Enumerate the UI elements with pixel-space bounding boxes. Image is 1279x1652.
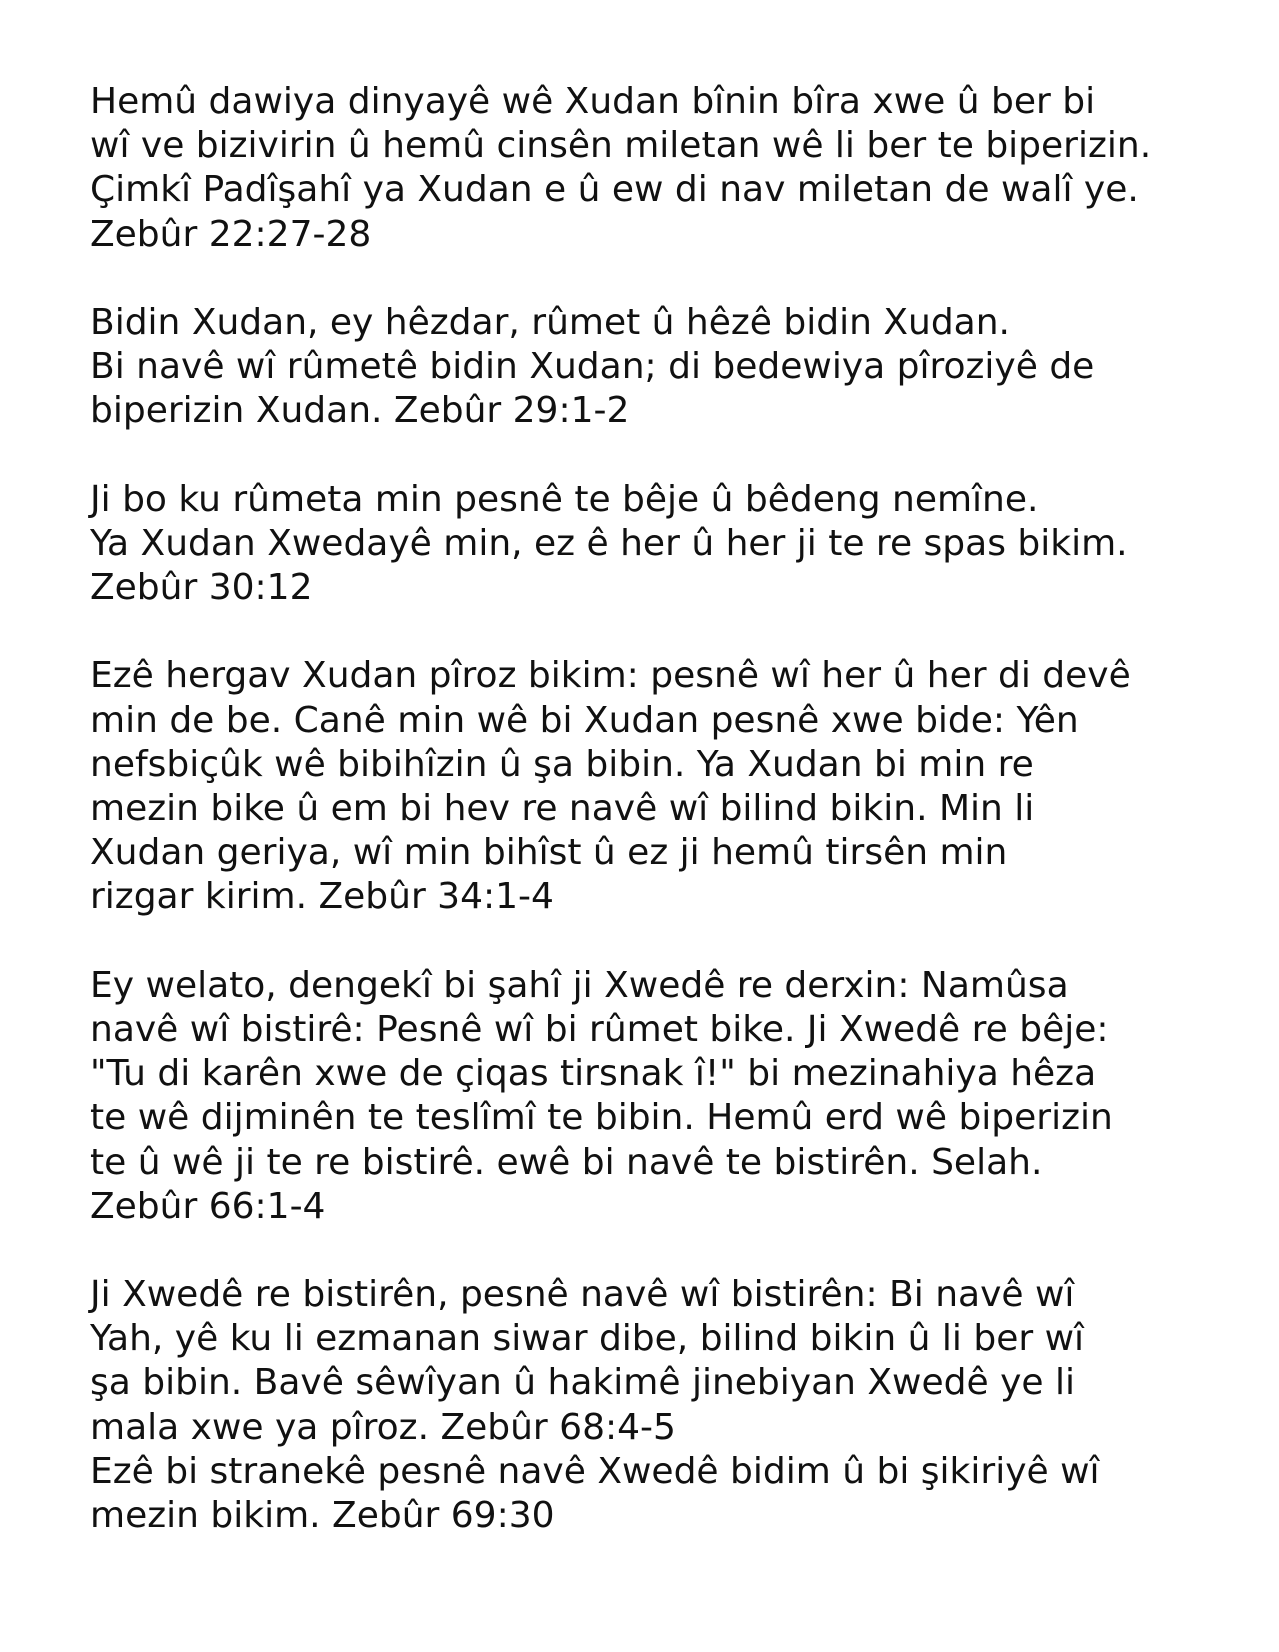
text-line: Ezê hergav Xudan pîroz bikim: pesnê wî her û her di devê [90, 655, 1131, 697]
paragraph-zebur-34 [90, 654, 1270, 919]
paragraph-zebur-29 [90, 301, 1270, 434]
paragraph-zebur-66 [90, 964, 1270, 1229]
paragraph-zebur-68-69 [90, 1273, 1270, 1538]
document-body [90, 80, 1270, 1538]
paragraph-gap [90, 920, 1270, 964]
text-line: mezin bike û em bi hev re navê wî bilind bikin. Min li [90, 788, 1035, 829]
text-line: te wê dijminên te teslîmî te bibin. Hemû erd wê biperizin [90, 1097, 1113, 1139]
paragraph-zebur-30 [90, 478, 1270, 611]
text-line: "Tu di karên xwe de çiqas tirsnak î!" bi mezinahiya hêza [90, 1053, 1097, 1095]
text-line: Ji bo ku rûmeta min pesnê te bêje û bêdeng nemîne. [90, 478, 1039, 520]
paragraph-gap [90, 257, 1270, 301]
text-line: Ey welato, dengekî bi şahî ji Xwedê re derxin: Namûsa [90, 964, 1069, 1006]
text-line: wî ve bizivirin û hemû cinsên miletan wê li ber te biperizin. [90, 125, 1152, 167]
text-line: rizgar kirim. Zebûr 34:1-4 [90, 876, 554, 918]
text-line: Bidin Xudan, ey hêzdar, rûmet û hêzê bidin Xudan. [90, 301, 1010, 343]
text-line: nefsbiçûk wê bibihîzin û şa bibin. Ya Xudan bi min re [90, 743, 1034, 785]
text-line: Yah, yê ku li ezmanan siwar dibe, bilind bikin û li ber wî [90, 1318, 1085, 1360]
text-line: Bi navê wî rûmetê bidin Xudan; di bedewiya pîroziyê de [90, 346, 1095, 388]
text-line: mala xwe ya pîroz. Zebûr 68:4-5 [90, 1406, 676, 1448]
verse-reference: Zebûr 22:27-28 [90, 213, 372, 255]
text-line: Çimkî Padîşahî ya Xudan e û ew di nav miletan de walî ye. [90, 169, 1139, 211]
verse-reference: Zebûr 66:1-4 [90, 1185, 326, 1227]
text-line: mezin bikim. Zebûr 69:30 [90, 1495, 555, 1536]
text-line: te û wê ji te re bistirê. ewê bi navê te bistirên. Selah. [90, 1141, 1043, 1183]
paragraph-gap [90, 434, 1270, 478]
paragraph-gap [90, 610, 1270, 654]
paragraph-zebur-22 [90, 80, 1270, 257]
text-line: Ji Xwedê re bistirên, pesnê navê wî bistirên: Bi navê wî [90, 1274, 1075, 1316]
text-line: şa bibin. Bavê sêwîyan û hakimê jinebiyan Xwedê ye li [90, 1362, 1075, 1404]
verse-reference: Zebûr 30:12 [90, 567, 313, 609]
text-line: Xudan geriya, wî min bihîst û ez ji hemû tirsên min [90, 832, 1008, 874]
text-line: Ezê bi stranekê pesnê navê Xwedê bidim û bi şikiriyê wî [90, 1450, 1100, 1492]
text-line: navê wî bistirê: Pesnê wî bi rûmet bike. Ji Xwedê re bêje: [90, 1008, 1109, 1050]
text-line: Ya Xudan Xwedayê min, ez ê her û her ji te re spas bikim. [90, 522, 1128, 564]
text-line: biperizin Xudan. Zebûr 29:1-2 [90, 390, 630, 432]
text-line: min de be. Canê min wê bi Xudan pesnê xwe bide: Yên [90, 699, 1079, 741]
text-line: Hemû dawiya dinyayê wê Xudan bînin bîra xwe û ber bi [90, 81, 1096, 122]
paragraph-gap [90, 1229, 1270, 1273]
